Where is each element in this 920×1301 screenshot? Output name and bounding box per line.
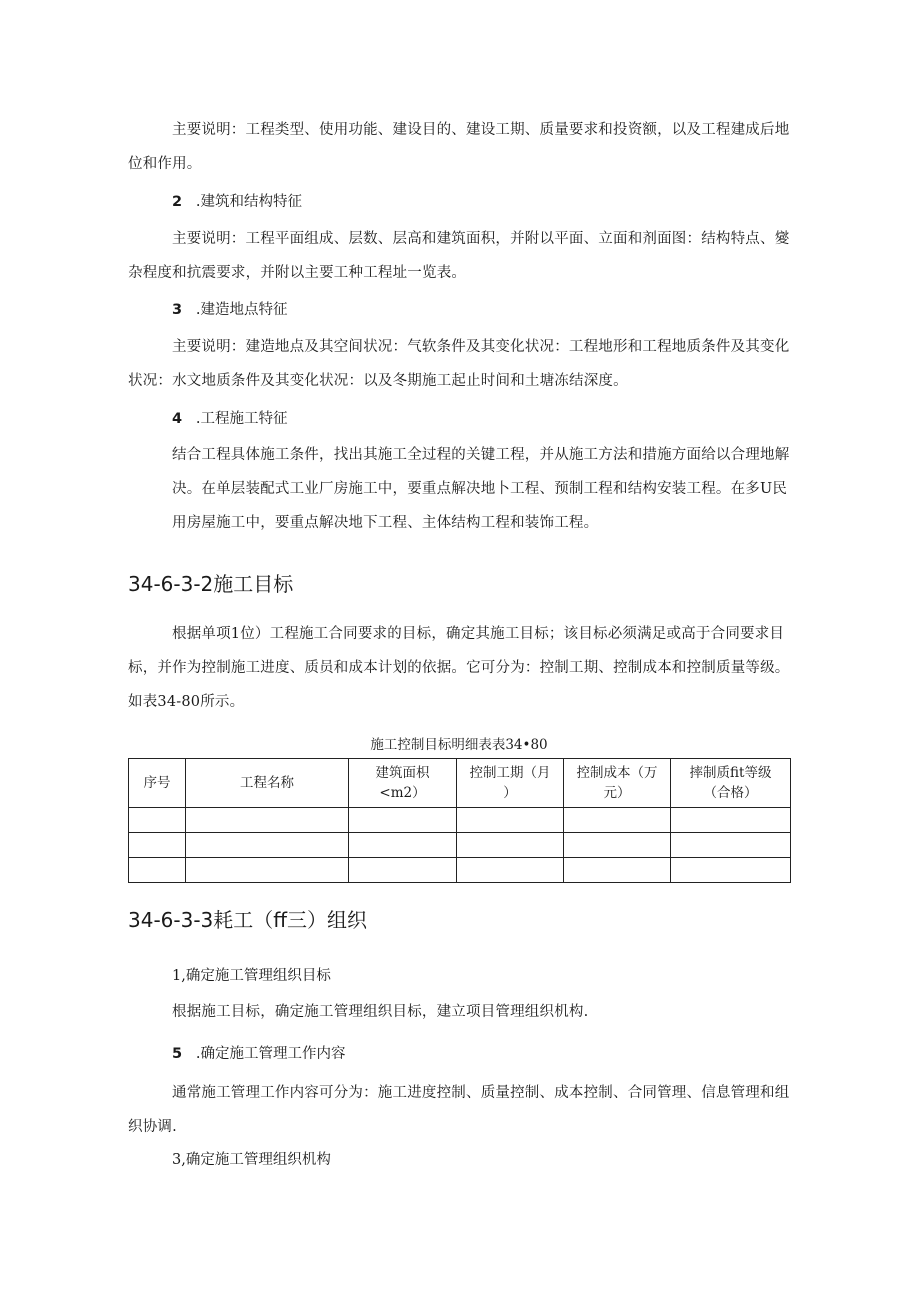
header-project-name: 工程名称 [186, 759, 349, 808]
table-cell [457, 808, 564, 833]
table-cell [564, 833, 671, 858]
list-number: 4 [172, 411, 183, 427]
table-cell [457, 833, 564, 858]
paragraph-site-features: 主要说明：建造地点及其空间状况：气软条件及其变化状况：工程地形和工程地质条件及其变化状况：水文地质条件及其变化状况：以及冬期施工起止时间和土塘冻结深度。 [128, 339, 790, 389]
table-cell [186, 858, 349, 883]
table-cell [186, 808, 349, 833]
list-item-org-structure: 3,确定施工管理组织机构 [172, 1152, 331, 1168]
paragraph-main-description: 主要说明：工程类型、使用功能、建设目的、建设工期、质量要求和投资额，以及工程建成后地位和作用。 [128, 122, 790, 172]
list-number: 3 [172, 302, 183, 318]
section-heading-organization: 34-6-3-3耗工（ff三）组织 [128, 908, 368, 932]
table-row [129, 833, 791, 858]
table-cell [457, 858, 564, 883]
table-cell [186, 833, 349, 858]
list-item-management-content [172, 1044, 346, 1064]
construction-goals-table [128, 758, 791, 883]
paragraph-text: 结合工程具体施工条件，找出其施工全过程的关键工程，并从施工方法和措施方面给以合理地解决。在单层装配式工业厂房施工中，要重点解决地卜工程、预制工程和结构安装工程。在多U民用房屋施工中，要重点解决地下工程、主体结构工程和装饰工程。 [172, 447, 790, 531]
list-text: .建筑和结构特征 [195, 194, 303, 210]
table-cell [671, 833, 791, 858]
table-cell [349, 858, 457, 883]
paragraph-construction-features [172, 438, 793, 540]
header-control-cost: 控制成本（万 元） [564, 759, 671, 808]
section-heading-construction-goals: 34-6-3-2施工目标 [128, 572, 294, 596]
table-cell [349, 808, 457, 833]
list-text: .工程施工特征 [195, 411, 288, 427]
table-cell [671, 808, 791, 833]
table-cell [564, 858, 671, 883]
table-cell [129, 833, 186, 858]
list-item-construction-features [172, 409, 288, 429]
header-serial-number: 序号 [129, 759, 186, 808]
table-row [129, 858, 791, 883]
table-cell [129, 858, 186, 883]
list-item-building-structure [172, 192, 302, 212]
table-cell [671, 858, 791, 883]
paragraph-management-content: 通常施工管理工作内容可分为：施工进度控制、质量控制、成本控制、合同管理、信息管理和组织协调. [128, 1085, 790, 1135]
table-header-row [129, 759, 791, 808]
list-text: .确定施工管理工作内容 [195, 1046, 346, 1062]
list-number: 5 [172, 1046, 183, 1062]
table-cell [129, 808, 186, 833]
header-control-duration: 控制工期（月 ） [457, 759, 564, 808]
header-building-area: 建筑面枳 <m2） [349, 759, 457, 808]
list-item-site-features [172, 300, 288, 320]
list-number: 2 [172, 194, 183, 210]
paragraph-org-goals: 根据施工目标，确定施工管理组织目标，建立项目管理组织机构. [172, 1004, 589, 1020]
table-row [129, 808, 791, 833]
paragraph-construction-goals: 根据单项1位）工程施工合同要求的目标，确定其施工目标；该目标必须满足或高于合同要求目标，并作为控制施工进度、质员和成本计划的依据。它可分为：控制工期、控制成本和控制质量等级。如表34-80所示。 [128, 626, 790, 710]
table-caption: 施工控制目标明细表表34•80 [370, 737, 548, 753]
table-cell [349, 833, 457, 858]
list-text: .建造地点特征 [195, 302, 288, 318]
paragraph-building-structure: 主要说明：工程平面组成、层数、层高和建筑面积，并附以平面、立面和剂面图：结构特点、夑杂程度和抗震要求，并附以主要工种工程址一览表。 [128, 231, 790, 281]
table-cell [564, 808, 671, 833]
list-item-org-goals: 1,确定施工管理组织目标 [172, 968, 331, 984]
header-quality-grade: 摔制质fit等级 （合格） [671, 759, 791, 808]
